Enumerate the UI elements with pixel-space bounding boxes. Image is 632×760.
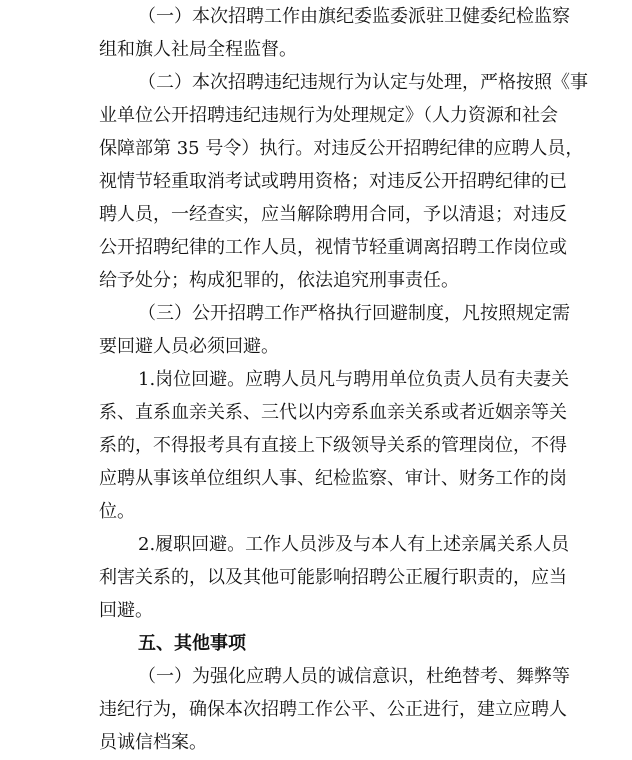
- line-2: 组和旗人社局全程监督。: [99, 39, 297, 60]
- line-13: 系、直系血亲关系、三代以内旁系血亲关系或者近姻亲等关: [99, 402, 567, 423]
- line-12: 1.岗位回避。应聘人员凡与聘用单位负责人员有夫妻关: [138, 369, 570, 390]
- line-16: 位。: [99, 501, 135, 522]
- line-17: 2.履职回避。工作人员涉及与本人有上述亲属关系人员: [138, 534, 570, 555]
- line-1: （一）本次招聘工作由旗纪委监委派驻卫健委纪检监察: [138, 6, 570, 27]
- line-22: 违纪行为，确保本次招聘工作公平、公正进行，建立应聘人: [99, 699, 567, 720]
- line-5: 保障部第 35 号令）执行。对违反公开招聘纪律的应聘人员，: [99, 138, 584, 159]
- line-19: 回避。: [99, 600, 153, 621]
- line-23: 员诚信档案。: [99, 732, 207, 753]
- line-7: 聘人员，一经查实，应当解除聘用合同，予以清退；对违反: [99, 204, 567, 225]
- line-8: 公开招聘纪律的工作人员，视情节轻重调离招聘工作岗位或: [99, 237, 567, 258]
- line-3: （二）本次招聘违纪违规行为认定与处理，严格按照《事: [138, 72, 588, 93]
- line-21: （一）为强化应聘人员的诚信意识，杜绝替考、舞弊等: [138, 666, 570, 687]
- line-11: 要回避人员必须回避。: [99, 336, 279, 357]
- line-15: 应聘从事该单位组织人事、纪检监察、审计、财务工作的岗: [99, 468, 567, 489]
- line-10: （三）公开招聘工作严格执行回避制度，凡按照规定需: [138, 303, 570, 324]
- line-9: 给予处分；构成犯罪的，依法追究刑事责任。: [99, 270, 459, 291]
- line-14: 系的，不得报考具有直接上下级领导关系的管理岗位，不得: [99, 435, 567, 456]
- line-18: 利害关系的，以及其他可能影响招聘公正履行职责的，应当: [99, 567, 567, 588]
- line-6: 视情节轻重取消考试或聘用资格；对违反公开招聘纪律的已: [99, 171, 567, 192]
- section-heading: 五、其他事项: [138, 633, 246, 654]
- line-4: 业单位公开招聘违纪违规行为处理规定》（人力资源和社会: [99, 105, 558, 126]
